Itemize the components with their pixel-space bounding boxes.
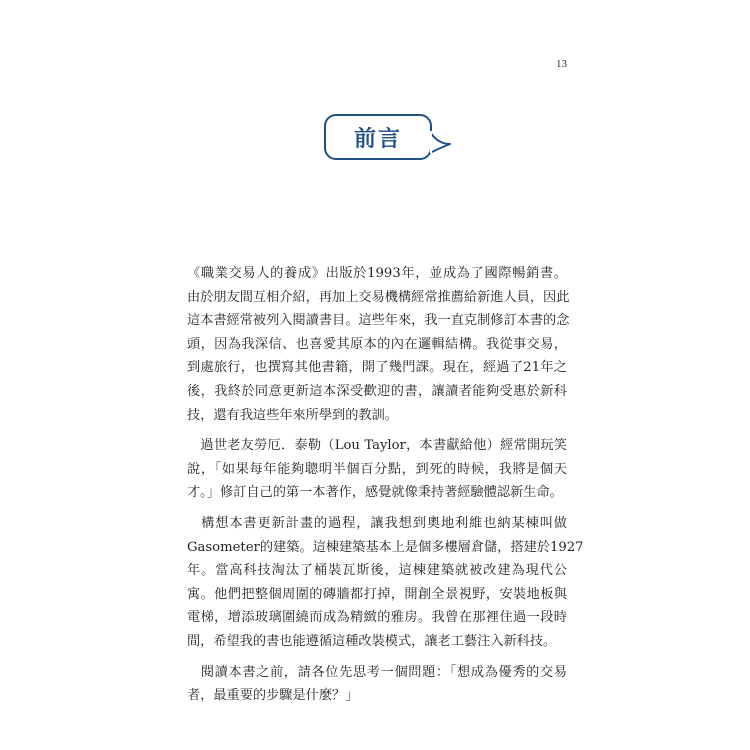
chapter-title-box bbox=[324, 114, 432, 160]
paragraph bbox=[187, 434, 567, 505]
text-line: 《職業交易人的養成》出版於1993年，並成為了國際暢銷書。 bbox=[187, 266, 567, 281]
text-line: 到處旅行，也撰寫其他書籍，開了幾門課。現在，經過了21年之 bbox=[187, 360, 567, 376]
paragraph bbox=[187, 661, 567, 708]
text-line: 過世老友勞厄．泰勒（Lou Taylor，本書獻給他）經常開玩笑 bbox=[187, 438, 567, 454]
page-number: 13 bbox=[556, 58, 567, 70]
chapter-title: 前言 bbox=[353, 126, 402, 152]
text-line: 構想本書更新計畫的過程，讓我想到奧地利維也納某棟叫做 bbox=[187, 515, 567, 531]
text-line: Gasometer的建築。這棟建築基本上是個多樓層倉儲，搭建於1927 bbox=[187, 539, 584, 555]
text-line: 電梯，增添玻璃圍繞而成為精緻的雅房。我曾在那裡住過一段時 bbox=[187, 610, 567, 626]
text-line: 才。」修訂自己的第一本著作，感覺就像秉持著經驗體認新生命。 bbox=[187, 485, 563, 501]
paragraph bbox=[187, 262, 570, 427]
text-line: 者，最重要的步驟是什麼？」 bbox=[187, 688, 359, 704]
text-line: 頭，因為我深信、也喜愛其原本的內在邏輯結構。我從事交易， bbox=[187, 336, 567, 352]
paragraph bbox=[187, 512, 584, 654]
body-text bbox=[187, 262, 584, 715]
text-line: 寓。他們把整個周圍的磚牆都打掉，開創全景視野，安裝地板與 bbox=[187, 586, 567, 602]
text-line: 閱讀本書之前，請各位先思考一個問題：「想成為優秀的交易 bbox=[187, 664, 567, 680]
text-line: 年。當高科技淘汰了桶裝瓦斯後，這棟建築就被改建為現代公 bbox=[187, 563, 567, 579]
speech-bubble-tail-icon bbox=[430, 130, 452, 156]
text-line: 後，我終於同意更新這本深受歡迎的書，讓讀者能夠受惠於新科 bbox=[187, 383, 567, 399]
text-line: 由於朋友間互相介紹，再加上交易機構經常推薦給新進人員，因此 bbox=[187, 289, 570, 305]
text-line: 技，還有我這些年來所學到的教訓。 bbox=[187, 407, 398, 423]
text-line: 說，「如果每年能夠聰明半個百分點，到死的時候，我將是個天 bbox=[187, 461, 567, 477]
text-line: 這本書經常被列入閱讀書目。這些年來，我一直克制修訂本書的念 bbox=[187, 313, 570, 329]
text-line: 間，希望我的書也能遵循這種改裝模式，讓老工藝注入新科技。 bbox=[187, 633, 557, 649]
